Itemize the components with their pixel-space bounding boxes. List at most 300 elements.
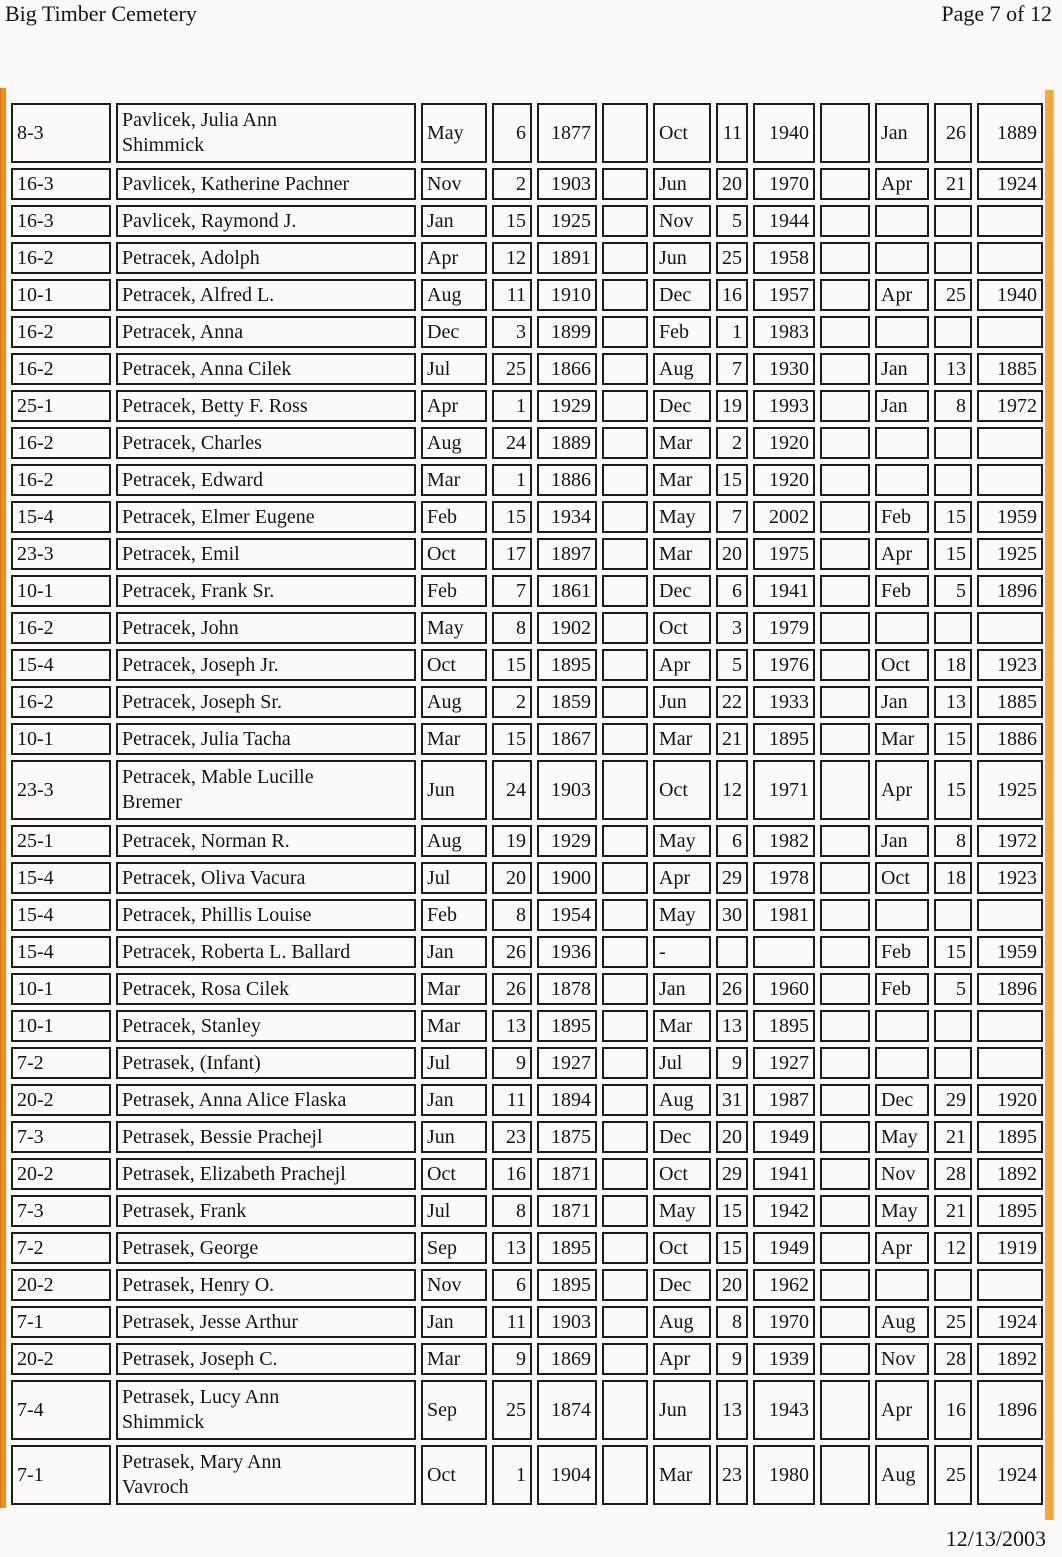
date3-year-cell: 1925 <box>977 538 1043 570</box>
record-row <box>11 1343 1043 1375</box>
cemetery-records-table <box>6 98 1048 1510</box>
spacer-cell <box>602 649 648 681</box>
birth-year-cell: 1925 <box>537 205 597 237</box>
birth-month-cell: Jul <box>421 862 487 894</box>
birth-day-cell: 13 <box>492 1232 532 1264</box>
name-cell: Petracek, Mable Lucille Bremer <box>116 760 416 820</box>
death-month-cell: Apr <box>653 862 711 894</box>
death-day-cell: 25 <box>716 242 748 274</box>
record-row <box>11 575 1043 607</box>
date3-month-cell: Feb <box>875 575 929 607</box>
birth-year-cell: 1904 <box>537 1445 597 1505</box>
date3-year-cell: 1972 <box>977 825 1043 857</box>
spacer-cell <box>820 501 870 533</box>
date3-month-cell <box>875 899 929 931</box>
name-cell: Petracek, Charles <box>116 427 416 459</box>
spacer-cell <box>602 575 648 607</box>
spacer-cell <box>820 205 870 237</box>
death-month-cell: Dec <box>653 575 711 607</box>
birth-month-cell: Mar <box>421 973 487 1005</box>
date3-day-cell <box>934 427 972 459</box>
date3-day-cell: 25 <box>934 1445 972 1505</box>
record-row <box>11 279 1043 311</box>
date3-day-cell <box>934 1047 972 1079</box>
death-month-cell: Dec <box>653 390 711 422</box>
death-month-cell: Jun <box>653 242 711 274</box>
record-row <box>11 1269 1043 1301</box>
death-year-cell: 1957 <box>753 279 815 311</box>
plot-cell: 16-2 <box>11 316 111 348</box>
death-day-cell: 15 <box>716 1232 748 1264</box>
date3-year-cell: 1886 <box>977 723 1043 755</box>
record-row <box>11 1232 1043 1264</box>
death-day-cell: 9 <box>716 1047 748 1079</box>
records-table-body <box>11 103 1043 1505</box>
birth-month-cell: Apr <box>421 242 487 274</box>
spacer-cell <box>602 825 648 857</box>
birth-day-cell: 24 <box>492 760 532 820</box>
spacer-cell <box>602 686 648 718</box>
date3-day-cell <box>934 205 972 237</box>
date3-day-cell <box>934 899 972 931</box>
birth-year-cell: 1903 <box>537 760 597 820</box>
birth-day-cell: 2 <box>492 686 532 718</box>
record-row <box>11 168 1043 200</box>
birth-month-cell: Jul <box>421 1195 487 1227</box>
name-cell: Petracek, Stanley <box>116 1010 416 1042</box>
death-day-cell: 29 <box>716 862 748 894</box>
death-month-cell: Aug <box>653 353 711 385</box>
birth-year-cell: 1934 <box>537 501 597 533</box>
death-year-cell: 1930 <box>753 353 815 385</box>
death-day-cell: 7 <box>716 353 748 385</box>
spacer-cell <box>602 464 648 496</box>
birth-month-cell: Feb <box>421 899 487 931</box>
print-date: 12/13/2003 <box>945 1526 1046 1551</box>
record-row <box>11 649 1043 681</box>
date3-month-cell <box>875 1010 929 1042</box>
birth-month-cell: Jan <box>421 936 487 968</box>
date3-day-cell: 15 <box>934 936 972 968</box>
spacer-cell <box>602 242 648 274</box>
death-day-cell: 30 <box>716 899 748 931</box>
death-year-cell: 1895 <box>753 1010 815 1042</box>
death-year-cell: 1943 <box>753 1380 815 1440</box>
death-month-cell: Jun <box>653 686 711 718</box>
record-row <box>11 862 1043 894</box>
death-month-cell: Oct <box>653 103 711 163</box>
plot-cell: 15-4 <box>11 899 111 931</box>
spacer-cell <box>602 973 648 1005</box>
spacer-cell <box>602 936 648 968</box>
plot-cell: 16-3 <box>11 205 111 237</box>
date3-year-cell <box>977 316 1043 348</box>
birth-month-cell: Jun <box>421 760 487 820</box>
birth-month-cell: Mar <box>421 723 487 755</box>
spacer-cell <box>602 760 648 820</box>
date3-day-cell: 29 <box>934 1084 972 1116</box>
plot-cell: 15-4 <box>11 936 111 968</box>
birth-year-cell: 1894 <box>537 1084 597 1116</box>
birth-year-cell: 1903 <box>537 1306 597 1338</box>
death-year-cell: 1982 <box>753 825 815 857</box>
death-year-cell: 1927 <box>753 1047 815 1079</box>
name-cell: Petracek, Betty F. Ross <box>116 390 416 422</box>
date3-day-cell <box>934 612 972 644</box>
death-month-cell: - <box>653 936 711 968</box>
plot-cell: 25-1 <box>11 825 111 857</box>
date3-month-cell <box>875 464 929 496</box>
date3-day-cell: 25 <box>934 1306 972 1338</box>
death-year-cell: 1920 <box>753 464 815 496</box>
name-cell: Petracek, Adolph <box>116 242 416 274</box>
spacer-cell <box>602 899 648 931</box>
spacer-cell <box>820 575 870 607</box>
date3-day-cell: 21 <box>934 1195 972 1227</box>
date3-day-cell: 18 <box>934 862 972 894</box>
death-month-cell: Apr <box>653 649 711 681</box>
death-month-cell: Dec <box>653 1269 711 1301</box>
death-year-cell: 1981 <box>753 899 815 931</box>
spacer-cell <box>820 899 870 931</box>
birth-day-cell: 26 <box>492 973 532 1005</box>
record-row <box>11 936 1043 968</box>
date3-day-cell: 28 <box>934 1158 972 1190</box>
death-month-cell: Mar <box>653 464 711 496</box>
date3-year-cell: 1940 <box>977 279 1043 311</box>
name-cell: Petrasek, Henry O. <box>116 1269 416 1301</box>
death-year-cell: 1987 <box>753 1084 815 1116</box>
date3-year-cell: 1892 <box>977 1343 1043 1375</box>
birth-month-cell: Oct <box>421 1445 487 1505</box>
death-day-cell: 12 <box>716 760 748 820</box>
date3-day-cell: 26 <box>934 103 972 163</box>
plot-cell: 20-2 <box>11 1343 111 1375</box>
date3-month-cell: Apr <box>875 760 929 820</box>
plot-cell: 7-1 <box>11 1445 111 1505</box>
death-year-cell: 1978 <box>753 862 815 894</box>
death-day-cell: 2 <box>716 427 748 459</box>
birth-day-cell: 17 <box>492 538 532 570</box>
birth-year-cell: 1875 <box>537 1121 597 1153</box>
date3-day-cell <box>934 242 972 274</box>
death-month-cell: Aug <box>653 1084 711 1116</box>
death-month-cell: Aug <box>653 1306 711 1338</box>
spacer-cell <box>820 1445 870 1505</box>
plot-cell: 20-2 <box>11 1269 111 1301</box>
birth-month-cell: May <box>421 612 487 644</box>
plot-cell: 20-2 <box>11 1158 111 1190</box>
death-day-cell: 8 <box>716 1306 748 1338</box>
date3-month-cell: Apr <box>875 1380 929 1440</box>
plot-cell: 15-4 <box>11 862 111 894</box>
death-month-cell: Apr <box>653 1343 711 1375</box>
birth-year-cell: 1899 <box>537 316 597 348</box>
date3-month-cell <box>875 1269 929 1301</box>
birth-day-cell: 11 <box>492 279 532 311</box>
birth-year-cell: 1895 <box>537 649 597 681</box>
plot-cell: 16-2 <box>11 464 111 496</box>
death-year-cell: 1960 <box>753 973 815 1005</box>
record-row <box>11 1121 1043 1153</box>
spacer-cell <box>602 1269 648 1301</box>
name-cell: Petrasek, Lucy Ann Shimmick <box>116 1380 416 1440</box>
plot-cell: 15-4 <box>11 501 111 533</box>
date3-year-cell <box>977 1269 1043 1301</box>
plot-cell: 10-1 <box>11 973 111 1005</box>
spacer-cell <box>820 168 870 200</box>
spacer-cell <box>820 862 870 894</box>
birth-year-cell: 1895 <box>537 1232 597 1264</box>
death-day-cell: 15 <box>716 464 748 496</box>
birth-month-cell: Dec <box>421 316 487 348</box>
birth-year-cell: 1871 <box>537 1158 597 1190</box>
date3-year-cell <box>977 242 1043 274</box>
plot-cell: 7-4 <box>11 1380 111 1440</box>
birth-year-cell: 1954 <box>537 899 597 931</box>
name-cell: Petrasek, (Infant) <box>116 1047 416 1079</box>
name-cell: Petrasek, Bessie Prachejl <box>116 1121 416 1153</box>
record-row <box>11 1047 1043 1079</box>
date3-day-cell <box>934 464 972 496</box>
date3-month-cell: Aug <box>875 1445 929 1505</box>
birth-day-cell: 11 <box>492 1306 532 1338</box>
date3-year-cell: 1924 <box>977 168 1043 200</box>
name-cell: Petracek, Julia Tacha <box>116 723 416 755</box>
date3-year-cell <box>977 1047 1043 1079</box>
death-day-cell: 13 <box>716 1380 748 1440</box>
spacer-cell <box>820 242 870 274</box>
birth-month-cell: Aug <box>421 686 487 718</box>
date3-day-cell: 5 <box>934 575 972 607</box>
name-cell: Pavlicek, Raymond J. <box>116 205 416 237</box>
birth-month-cell: Aug <box>421 825 487 857</box>
record-row <box>11 1010 1043 1042</box>
spacer-cell <box>820 1195 870 1227</box>
spacer-cell <box>820 936 870 968</box>
name-cell: Petracek, Emil <box>116 538 416 570</box>
death-year-cell: 1979 <box>753 612 815 644</box>
death-day-cell: 19 <box>716 390 748 422</box>
birth-year-cell: 1859 <box>537 686 597 718</box>
date3-year-cell: 1959 <box>977 936 1043 968</box>
record-row <box>11 825 1043 857</box>
death-year-cell: 1920 <box>753 427 815 459</box>
plot-cell: 16-2 <box>11 612 111 644</box>
date3-day-cell: 5 <box>934 973 972 1005</box>
date3-year-cell: 1895 <box>977 1121 1043 1153</box>
birth-year-cell: 1886 <box>537 464 597 496</box>
name-cell: Petrasek, Elizabeth Prachejl <box>116 1158 416 1190</box>
date3-day-cell: 8 <box>934 390 972 422</box>
death-day-cell: 1 <box>716 316 748 348</box>
spacer-cell <box>602 1380 648 1440</box>
date3-month-cell <box>875 1047 929 1079</box>
spacer-cell <box>602 205 648 237</box>
death-month-cell: Dec <box>653 279 711 311</box>
record-row <box>11 464 1043 496</box>
birth-year-cell: 1878 <box>537 973 597 1005</box>
date3-year-cell: 1925 <box>977 760 1043 820</box>
spacer-cell <box>820 1084 870 1116</box>
date3-month-cell: Oct <box>875 649 929 681</box>
name-cell: Petracek, Rosa Cilek <box>116 973 416 1005</box>
death-day-cell: 13 <box>716 1010 748 1042</box>
birth-day-cell: 3 <box>492 316 532 348</box>
death-day-cell: 16 <box>716 279 748 311</box>
spacer-cell <box>820 1010 870 1042</box>
plot-cell: 10-1 <box>11 1010 111 1042</box>
date3-month-cell: Jan <box>875 390 929 422</box>
spacer-cell <box>602 279 648 311</box>
birth-day-cell: 13 <box>492 1010 532 1042</box>
spacer-cell <box>602 103 648 163</box>
birth-year-cell: 1874 <box>537 1380 597 1440</box>
birth-year-cell: 1895 <box>537 1010 597 1042</box>
record-row <box>11 1195 1043 1227</box>
date3-year-cell: 1972 <box>977 390 1043 422</box>
date3-month-cell: Jan <box>875 825 929 857</box>
birth-year-cell: 1936 <box>537 936 597 968</box>
date3-day-cell: 13 <box>934 686 972 718</box>
death-year-cell: 1949 <box>753 1121 815 1153</box>
date3-year-cell: 1923 <box>977 862 1043 894</box>
date3-month-cell: Feb <box>875 936 929 968</box>
birth-day-cell: 1 <box>492 390 532 422</box>
birth-day-cell: 20 <box>492 862 532 894</box>
spacer-cell <box>602 612 648 644</box>
death-year-cell: 2002 <box>753 501 815 533</box>
spacer-cell <box>820 973 870 1005</box>
spacer-cell <box>602 1306 648 1338</box>
date3-day-cell: 21 <box>934 1121 972 1153</box>
birth-day-cell: 26 <box>492 936 532 968</box>
plot-cell: 16-2 <box>11 242 111 274</box>
birth-day-cell: 25 <box>492 1380 532 1440</box>
birth-month-cell: Oct <box>421 649 487 681</box>
birth-day-cell: 23 <box>492 1121 532 1153</box>
death-month-cell: May <box>653 501 711 533</box>
death-year-cell: 1940 <box>753 103 815 163</box>
date3-month-cell: Oct <box>875 862 929 894</box>
date3-year-cell: 1885 <box>977 686 1043 718</box>
spacer-cell <box>602 1121 648 1153</box>
name-cell: Petrasek, George <box>116 1232 416 1264</box>
spacer-cell <box>602 1158 648 1190</box>
death-month-cell: Oct <box>653 1232 711 1264</box>
date3-day-cell: 8 <box>934 825 972 857</box>
birth-month-cell: Sep <box>421 1380 487 1440</box>
death-year-cell: 1975 <box>753 538 815 570</box>
birth-year-cell: 1867 <box>537 723 597 755</box>
date3-month-cell <box>875 242 929 274</box>
death-year-cell: 1933 <box>753 686 815 718</box>
death-year-cell: 1895 <box>753 723 815 755</box>
record-row <box>11 205 1043 237</box>
spacer-cell <box>820 390 870 422</box>
death-year-cell: 1971 <box>753 760 815 820</box>
death-day-cell: 23 <box>716 1445 748 1505</box>
date3-year-cell <box>977 205 1043 237</box>
death-day-cell: 7 <box>716 501 748 533</box>
date3-month-cell: Nov <box>875 1158 929 1190</box>
death-day-cell: 9 <box>716 1343 748 1375</box>
birth-year-cell: 1927 <box>537 1047 597 1079</box>
death-day-cell: 21 <box>716 723 748 755</box>
birth-month-cell: Jun <box>421 1121 487 1153</box>
spacer-cell <box>602 1343 648 1375</box>
date3-year-cell: 1896 <box>977 1380 1043 1440</box>
spacer-cell <box>602 1232 648 1264</box>
date3-month-cell: Jan <box>875 353 929 385</box>
death-day-cell: 6 <box>716 575 748 607</box>
plot-cell: 10-1 <box>11 723 111 755</box>
birth-year-cell: 1902 <box>537 612 597 644</box>
date3-month-cell: Nov <box>875 1343 929 1375</box>
plot-cell: 16-3 <box>11 168 111 200</box>
date3-month-cell <box>875 205 929 237</box>
name-cell: Petracek, Alfred L. <box>116 279 416 311</box>
death-month-cell: Mar <box>653 538 711 570</box>
name-cell: Petracek, Edward <box>116 464 416 496</box>
birth-day-cell: 15 <box>492 501 532 533</box>
spacer-cell <box>820 1121 870 1153</box>
date3-year-cell <box>977 427 1043 459</box>
death-year-cell: 1962 <box>753 1269 815 1301</box>
death-day-cell: 26 <box>716 973 748 1005</box>
date3-day-cell: 15 <box>934 538 972 570</box>
death-month-cell: Jun <box>653 168 711 200</box>
death-day-cell <box>716 936 748 968</box>
birth-day-cell: 8 <box>492 1195 532 1227</box>
plot-cell: 7-3 <box>11 1195 111 1227</box>
date3-year-cell: 1923 <box>977 649 1043 681</box>
death-day-cell: 20 <box>716 168 748 200</box>
death-year-cell: 1980 <box>753 1445 815 1505</box>
plot-cell: 16-2 <box>11 427 111 459</box>
death-year-cell: 1983 <box>753 316 815 348</box>
plot-cell: 16-2 <box>11 353 111 385</box>
plot-cell: 23-3 <box>11 538 111 570</box>
plot-cell: 8-3 <box>11 103 111 163</box>
date3-year-cell: 1895 <box>977 1195 1043 1227</box>
birth-month-cell: Oct <box>421 1158 487 1190</box>
spacer-cell <box>820 723 870 755</box>
spacer-cell <box>820 464 870 496</box>
date3-month-cell: Apr <box>875 168 929 200</box>
birth-day-cell: 8 <box>492 899 532 931</box>
date3-day-cell: 18 <box>934 649 972 681</box>
date3-month-cell: Aug <box>875 1306 929 1338</box>
name-cell: Petracek, Anna <box>116 316 416 348</box>
birth-month-cell: Aug <box>421 279 487 311</box>
birth-month-cell: Apr <box>421 390 487 422</box>
date3-year-cell: 1920 <box>977 1084 1043 1116</box>
death-year-cell <box>753 936 815 968</box>
name-cell: Petracek, Joseph Sr. <box>116 686 416 718</box>
spacer-cell <box>602 168 648 200</box>
birth-year-cell: 1929 <box>537 390 597 422</box>
record-row <box>11 353 1043 385</box>
birth-month-cell: Sep <box>421 1232 487 1264</box>
record-row <box>11 501 1043 533</box>
birth-year-cell: 1910 <box>537 279 597 311</box>
record-row <box>11 1445 1043 1505</box>
death-day-cell: 20 <box>716 538 748 570</box>
death-month-cell: Jan <box>653 973 711 1005</box>
record-row <box>11 538 1043 570</box>
document-title: Big Timber Cemetery <box>5 1 197 26</box>
